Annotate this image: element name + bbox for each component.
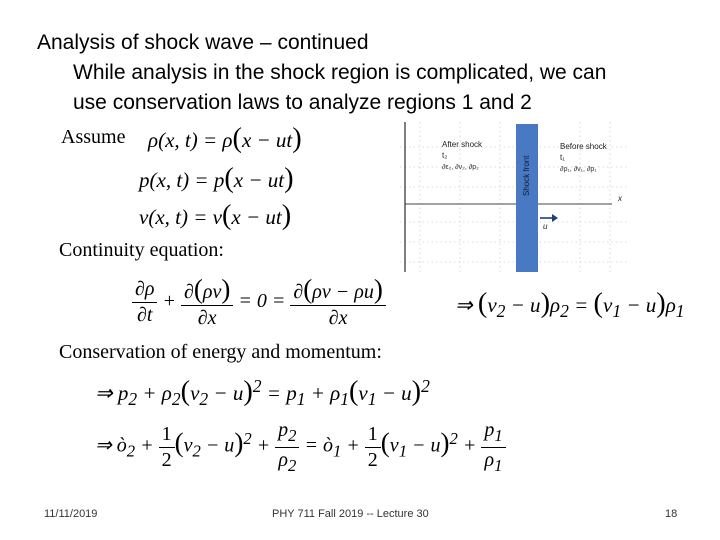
- after-shock-time: t₂: [442, 151, 448, 160]
- subtitle-line-2: use conservation laws to analyze regions 1 and 2: [73, 91, 532, 114]
- shock-front-label: Shock front: [522, 155, 531, 196]
- equation-continuity: $\frac{\partial\rho}{\partial t}$ + $\frac{\partial(\rho v)}{\partial x}$ = 0 = $\frac{\partial(\rho v - \rho u)}{\partial x}$: [132, 275, 386, 329]
- equation-energy: ⇒ $ò_2$ + $\frac{1}{2}$ $(v_2 - u)^2$ + $\frac{p_2}{\rho_2}$ = $ò_1$ + $\frac{1}{2}$ $(v_1 - u)^2$ + $\frac{p_1}{\rho_1}$: [95, 420, 506, 474]
- shock-front-bar: [516, 124, 538, 272]
- footer-page-number: 18: [665, 508, 678, 520]
- equation-momentum: ⇒ $p_2 + \rho_2(v_2 - u)^2 = p_1 + \rho_1(v_1 - u)^2$: [95, 376, 430, 410]
- equation-continuity-result: ⇒ $(v_2 - u)\rho_2 = (v_1 - u)\rho_1$: [455, 288, 685, 322]
- after-shock-variables: ∂ε₂, ∂ν₂, ∂p₂: [442, 164, 479, 171]
- before-shock-label: Before shock: [560, 142, 607, 151]
- equation-rho-assumption: ρ(x, t) = ρ(x − ut): [148, 123, 302, 154]
- u-arrow-head: [552, 214, 558, 222]
- after-shock-label: After shock: [442, 140, 483, 149]
- u-velocity-label: u: [543, 222, 548, 231]
- subtitle-line-1: While analysis in the shock region is complicated, we can: [73, 61, 607, 84]
- before-shock-time: t₁: [560, 153, 565, 162]
- assume-label: Assume: [61, 126, 126, 148]
- conservation-heading: Conservation of energy and momentum:: [59, 341, 382, 363]
- continuity-heading: Continuity equation:: [59, 239, 224, 261]
- shock-diagram: [400, 122, 630, 272]
- before-shock-variables: ∂ρ₁, ∂ν₁, ∂p₁: [560, 166, 597, 173]
- footer-date: 11/11/2019: [44, 508, 98, 520]
- footer-course: PHY 711 Fall 2019 -- Lecture 30: [272, 508, 429, 520]
- x-axis-label: x: [618, 194, 622, 203]
- equation-v-assumption: v(x, t) = v(x − ut): [139, 200, 292, 231]
- equation-p-assumption: p(x, t) = p(x − ut): [139, 163, 294, 194]
- slide-title: Analysis of shock wave – continued: [37, 31, 369, 54]
